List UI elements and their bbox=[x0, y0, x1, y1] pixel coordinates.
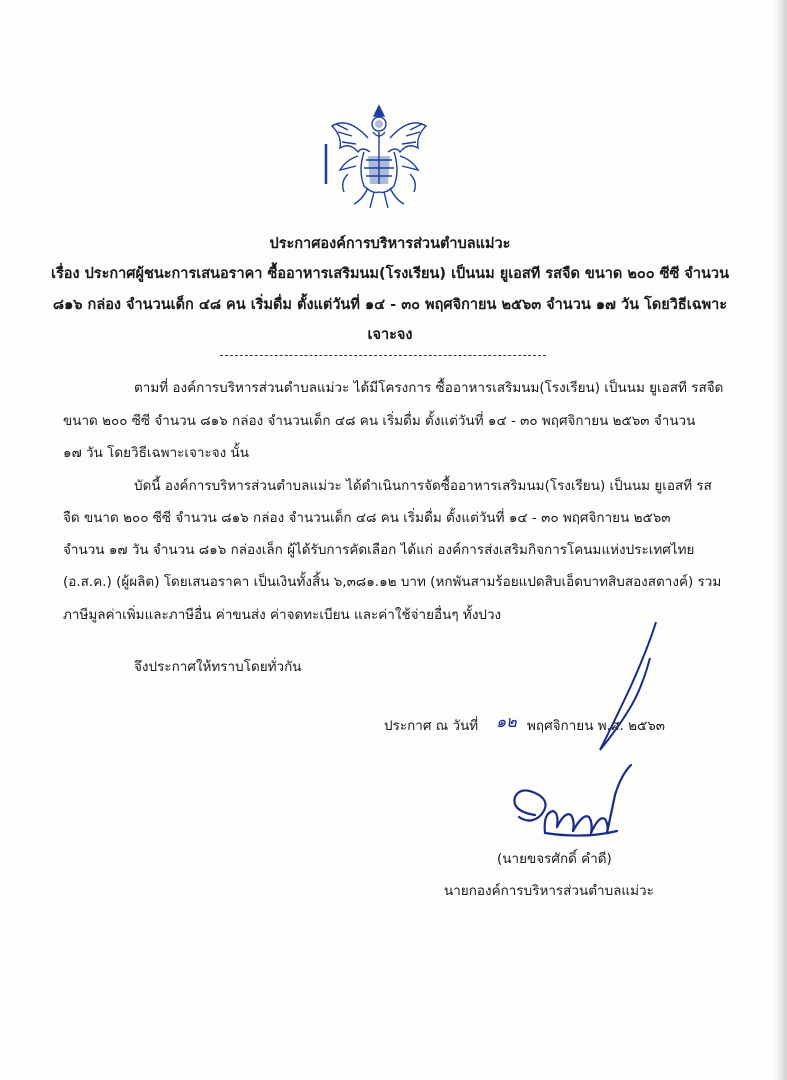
signature-mark bbox=[505, 755, 665, 845]
announcement-title: ประกาศองค์การบริหารส่วนตำบลแม่วะ bbox=[269, 236, 511, 252]
paragraph2-line-4: (อ.ส.ค.) (ผู้ผลิต) โดยเสนอราคา เป็นเงินทั้งสิ้น ๖,๓๘๑.๑๒ บาท (หกพันสามร้อยแปดสิบเอ็ดบาทสิบสองสตางค์) รวม bbox=[63, 574, 722, 590]
paragraph1-line-3: ๑๗ วัน โดยวิธีเฉพาะเจาะจง นั้น bbox=[63, 445, 250, 461]
date-month-year: พฤศจิกายน พ.ศ. ๒๕๖๓ bbox=[527, 718, 665, 734]
paragraph2-line-2: จืด ขนาด ๒๐๐ ซีซี จำนวน ๘๑๖ กล่อง จำนวนเด็ก ๔๘ คน เริ่มดื่ม ตั้งแต่วันที่ ๑๔ - ๓๐ พฤศจิกายน ๒๕๖๓ bbox=[63, 510, 671, 526]
paragraph1-line-1: ตามที่ องค์การบริหารส่วนตำบลแม่วะ ได้มีโครงการ ซื้ออาหารเสริมนม(โรงเรียน) เป็นนม ยูเอสที รสจืด bbox=[134, 380, 724, 396]
paragraph2-line-3: จำนวน ๑๗ วัน จำนวน ๘๑๖ กล่องเล็ก ผู้ได้รับการคัดเลือก ได้แก่ องค์การส่งเสริมกิจการโคนมแห่งประเทศไทย bbox=[63, 542, 695, 558]
subject-line-2: ๘๑๖ กล่อง จำนวนเด็ก ๔๘ คน เริ่มดื่ม ตั้งแต่วันที่ ๑๔ - ๓๐ พฤศจิกายน ๒๕๖๓ จำนวน ๑๗ วัน โดยวิธีเฉพาะ bbox=[52, 297, 728, 313]
paragraph2-line-1: บัดนี้ องค์การบริหารส่วนตำบลแม่วะ ได้ดำเนินการจัดซื้ออาหารเสริมนม(โรงเรียน) เป็นนม ยูเอสที รส bbox=[134, 478, 712, 494]
pen-stroke-mark bbox=[560, 618, 670, 758]
paragraph1-line-2: ขนาด ๒๐๐ ซีซี จำนวน ๘๑๖ กล่อง จำนวนเด็ก ๔๘ คน เริ่มดื่ม ตั้งแต่วันที่ ๑๔ - ๓๐ พฤศจิกายน ๒๕๖๓ จำนวน bbox=[63, 413, 696, 429]
dashed-divider bbox=[220, 355, 546, 356]
subject-line-3: เจาะจง bbox=[367, 327, 413, 343]
date-prefix: ประกาศ ณ วันที่ bbox=[384, 718, 479, 734]
signatory-name: (นายขจรศักดิ์ คำดี) bbox=[497, 851, 612, 867]
signatory-position: นายกองค์การบริหารส่วนตำบลแม่วะ bbox=[444, 883, 654, 899]
page-edge-shadow bbox=[773, 0, 787, 1080]
paragraph2-line-5: ภาษีมูลค่าเพิ่มและภาษีอื่น ค่าขนส่ง ค่าจดทะเบียน และค่าใช้จ่ายอื่นๆ ทั้งปวง bbox=[63, 607, 502, 623]
garuda-seal-icon bbox=[318, 96, 440, 218]
subject-line-1: เรื่อง ประกาศผู้ชนะการเสนอราคา ซื้ออาหารเสริมนม(โรงเรียน) เป็นนม ยูเอสที รสจืด ขนาด ๒๐๐ ซีซี จำนวน bbox=[51, 266, 729, 282]
date-day-handwritten: ๑๒ bbox=[496, 712, 517, 731]
closing-statement: จึงประกาศให้ทราบโดยทั่วกัน bbox=[134, 659, 302, 675]
